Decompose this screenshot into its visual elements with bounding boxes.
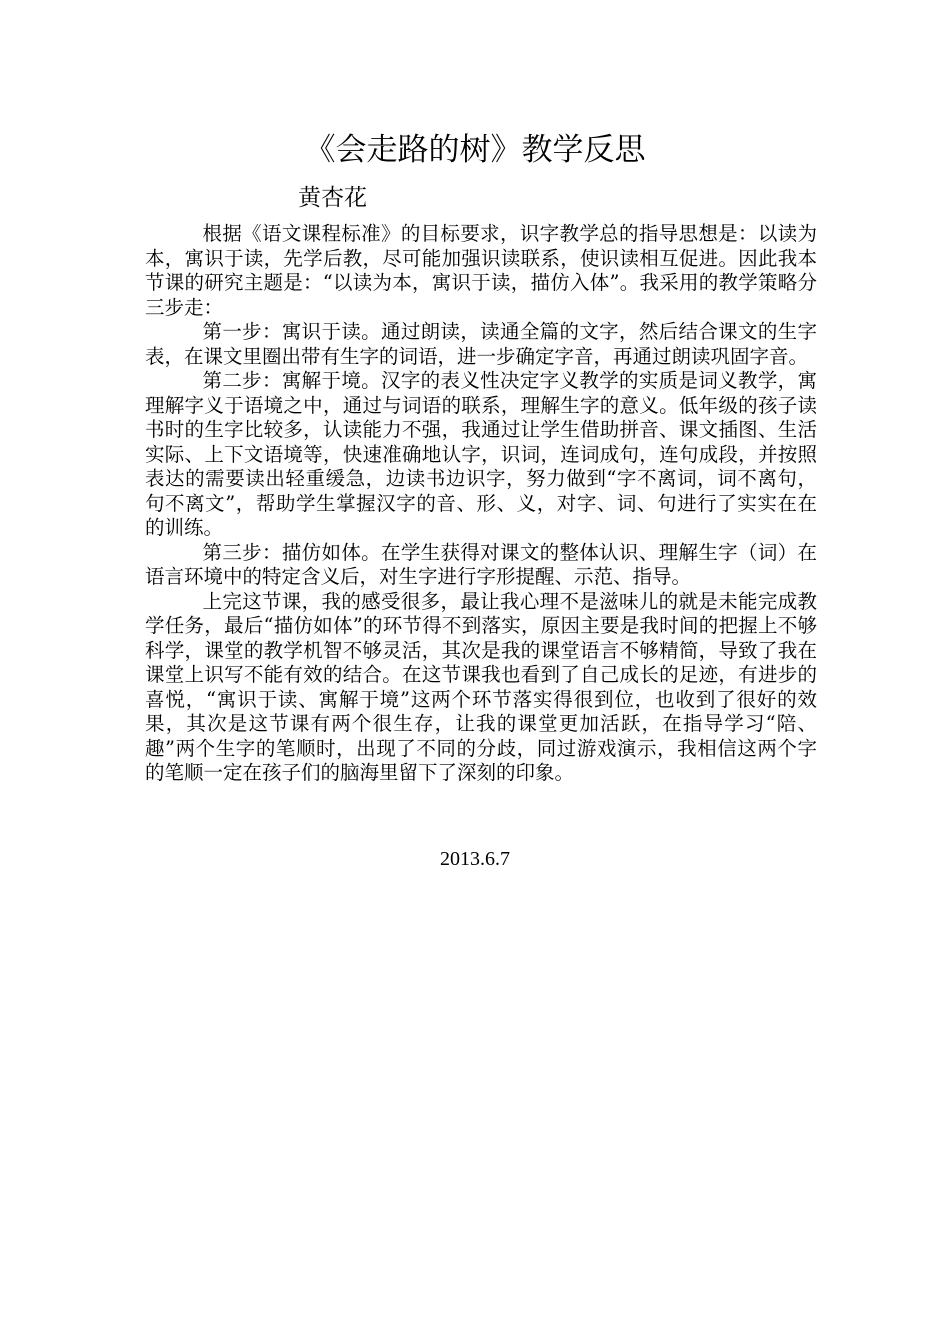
document-date: 2013.6.7 bbox=[440, 848, 510, 870]
step-one-paragraph: 第一步：寓识于读。通过朗读，读通全篇的文字，然后结合课文的生字表，在课文里圈出带有生字的词语，进一步确定字音，再通过朗读巩固字音。 bbox=[145, 320, 817, 368]
step-three-paragraph: 第三步：描仿如体。在学生获得对课文的整体认识、理解生字（词）在语言环境中的特定含义后，对生字进行字形提醒、示范、指导。 bbox=[145, 540, 817, 588]
document-title: 《会走路的树》教学反思 bbox=[304, 132, 646, 168]
document-body bbox=[145, 222, 817, 786]
step-two-paragraph: 第二步：寓解于境。汉字的表义性决定字义教学的实质是词义教学，寓理解字义于语境之中，通过与词语的联系，理解生字的意义。低年级的孩子读书时的生字比较多，认读能力不强，我通过让学生借助拼音、课文插图、生活实际、上下文语境等，快速准确地认字，识词，连词成句，连句成段，并按照表达的需要读出轻重缓急，边读书边识字，努力做到“字不离词，词不离句，句不离文”，帮助学生掌握汉字的音、形、义，对字、词、句进行了实实在在的训练。 bbox=[145, 369, 817, 539]
intro-paragraph: 根据《语文课程标准》的目标要求，识字教学总的指导思想是：以读为本，寓识于读，先学后教，尽可能加强识读联系，使识读相互促进。因此我本节课的研究主题是：“以读为本，寓识于读，描仿入体”。我采用的教学策略分三步走： bbox=[145, 222, 817, 319]
reflection-paragraph: 上完这节课，我的感受很多，最让我心理不是滋味儿的就是未能完成教学任务，最后“描仿如体”的环节得不到落实，原因主要是我时间的把握上不够科学，课堂的教学机智不够灵活，其次是我的课堂语言不够精简，导致了我在课堂上识写不能有效的结合。在这节课我也看到了自己成长的足迹，有进步的喜悦，“寓识于读、寓解于境”这两个环节落实得很到位，也收到了很好的效果，其次是这节课有两个很生存，让我的课堂更加活跃，在指导学习“陪、趣”两个生字的笔顺时，出现了不同的分歧，同过游戏演示，我相信这两个字的笔顺一定在孩子们的脑海里留下了深刻的印象。 bbox=[145, 589, 817, 784]
author-name: 黄杏花 bbox=[298, 185, 367, 211]
